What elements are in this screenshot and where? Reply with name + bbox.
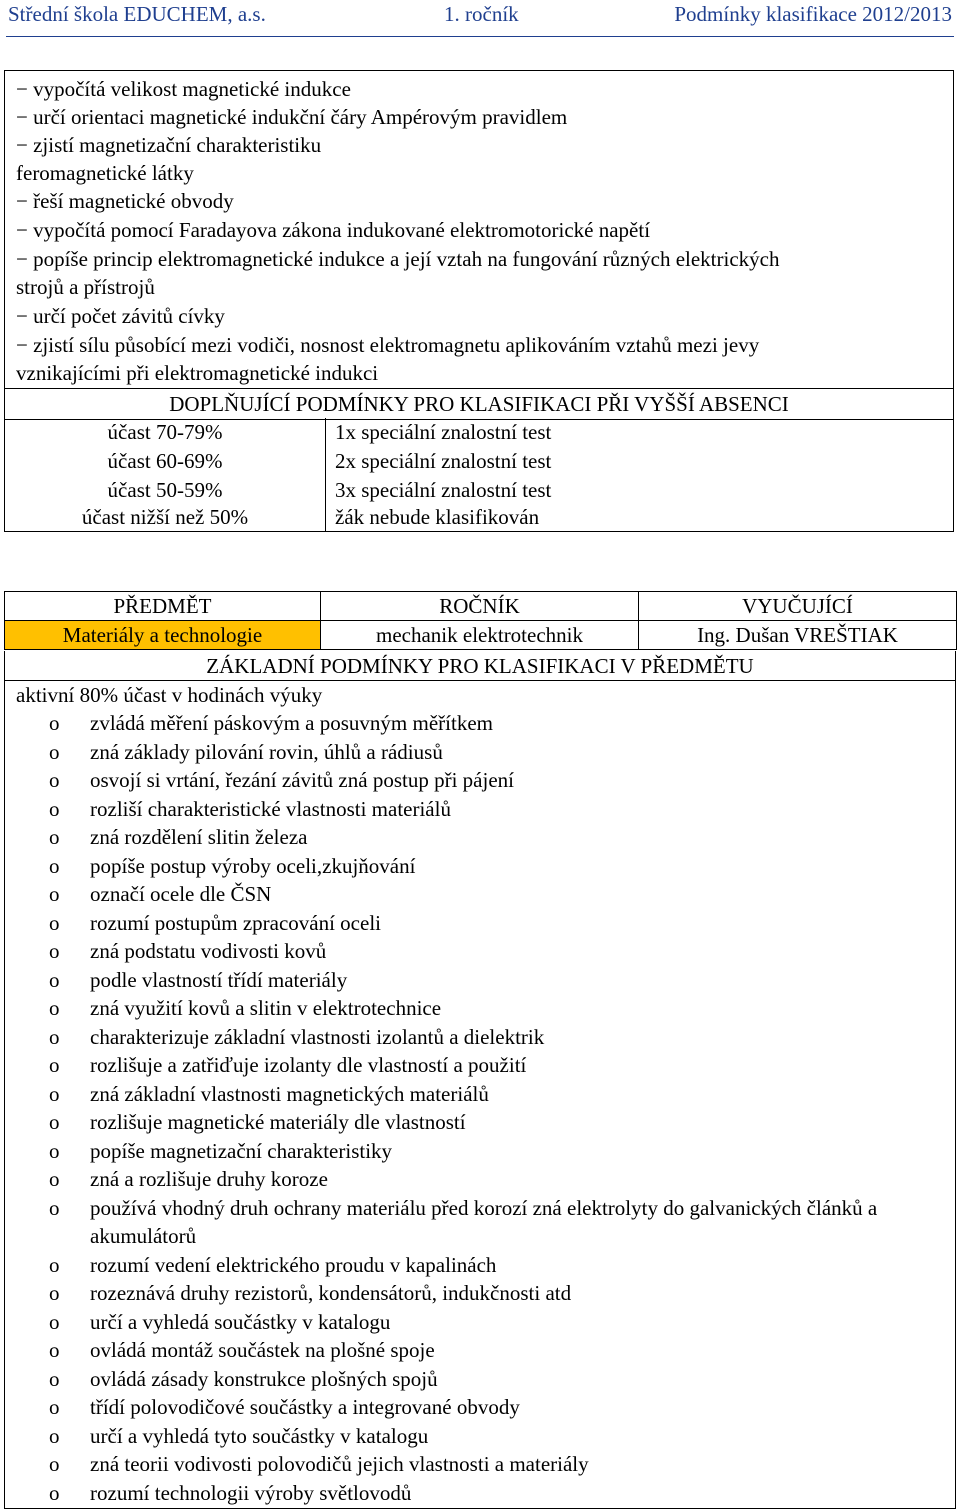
absence-row bbox=[5, 476, 953, 505]
list-item bbox=[5, 1080, 955, 1109]
header-teacher: VYUČUJÍCÍ bbox=[639, 592, 957, 621]
list-item bbox=[5, 1422, 955, 1451]
list-item bbox=[5, 1023, 955, 1052]
bullet-marker: o bbox=[49, 1395, 60, 1419]
header-rule bbox=[6, 36, 954, 37]
list-item-text: osvojí si vrtání, řezání závitů zná postup při pájení bbox=[90, 768, 514, 792]
list-item-text: charakterizuje základní vlastnosti izolantů a dielektrik bbox=[90, 1024, 545, 1049]
bullet-marker: o bbox=[49, 853, 60, 878]
list-item-text: podle vlastností třídí materiály bbox=[90, 967, 348, 992]
bullet-marker: o bbox=[49, 882, 60, 906]
conditions-box bbox=[4, 681, 956, 1509]
list-item-text: ovládá montáž součástek na plošné spoje bbox=[90, 1338, 435, 1362]
list-item bbox=[5, 1308, 955, 1337]
list-item bbox=[5, 795, 955, 824]
absence-row bbox=[5, 503, 953, 532]
bullet-marker: o bbox=[49, 711, 60, 735]
list-item bbox=[5, 966, 955, 995]
list-item-text: určí a vyhledá součástky v katalogu bbox=[90, 1309, 391, 1334]
absence-row bbox=[5, 447, 953, 476]
document-title: Podmínky klasifikace 2012/2013 bbox=[674, 2, 952, 26]
list-item-text: rozumí vedení elektrického proudu v kapalinách bbox=[90, 1252, 497, 1277]
list-item bbox=[5, 738, 955, 767]
list-item bbox=[5, 1365, 955, 1394]
bullet-marker: o bbox=[49, 1252, 60, 1277]
outcome-line: − vypočítá pomocí Faradayova zákona indukované elektromotorické napětí bbox=[16, 218, 651, 242]
outcome-line: − zjistí magnetizační charakteristiku bbox=[16, 133, 322, 157]
absence-title: DOPLŇUJÍCÍ PODMÍNKY PRO KLASIFIKACI PŘI VYŠŠÍ ABSENCI bbox=[5, 388, 953, 420]
header-grade: ROČNÍK bbox=[321, 592, 639, 621]
bullet-marker: o bbox=[49, 825, 60, 849]
list-item-text: zná využití kovů a slitin v elektrotechnice bbox=[90, 996, 442, 1020]
list-item-text: rozliší charakteristické vlastnosti materiálů bbox=[90, 796, 451, 821]
grade-name: mechanik elektrotechnik bbox=[321, 621, 639, 650]
grade-label: 1. ročník bbox=[444, 2, 519, 26]
list-item bbox=[5, 852, 955, 881]
bullet-marker: o bbox=[49, 1452, 60, 1476]
bullet-marker: o bbox=[49, 768, 60, 792]
bullet-marker: o bbox=[49, 967, 60, 992]
list-item-text: rozlišuje magnetické materiály dle vlastností bbox=[90, 1110, 466, 1134]
attendance-range: účast nižší než 50% bbox=[81, 505, 249, 529]
bullet-marker: o bbox=[49, 796, 60, 821]
list-item bbox=[5, 1137, 955, 1166]
list-item bbox=[5, 1393, 955, 1422]
conditions-title: ZÁKLADNÍ PODMÍNKY PRO KLASIFIKACI V PŘEDMĚTU bbox=[4, 651, 956, 681]
list-item bbox=[5, 1251, 955, 1280]
bullet-marker: o bbox=[49, 910, 60, 935]
outcome-line: vznikajícími při elektromagnetické indukci bbox=[16, 361, 379, 385]
requirement: 1x speciální znalostní test bbox=[335, 420, 552, 444]
list-item bbox=[5, 1479, 955, 1508]
list-item bbox=[5, 766, 955, 795]
outcome-line: − určí počet závitů cívky bbox=[16, 304, 225, 328]
list-item-text: určí a vyhledá tyto součástky v katalogu bbox=[90, 1423, 429, 1448]
bullet-marker: o bbox=[49, 1338, 60, 1362]
list-item bbox=[5, 1165, 955, 1194]
subject-table bbox=[4, 591, 957, 650]
header-subject: PŘEDMĚT bbox=[5, 592, 321, 621]
bullet-marker: o bbox=[49, 1024, 60, 1049]
requirement: žák nebude klasifikován bbox=[335, 505, 540, 529]
list-item bbox=[5, 1336, 955, 1365]
list-item-text: zná podstatu vodivosti kovů bbox=[90, 939, 327, 963]
school-name: Střední škola EDUCHEM, a.s. bbox=[8, 2, 266, 26]
list-item bbox=[5, 1108, 955, 1137]
bullet-marker: o bbox=[49, 1167, 60, 1191]
list-item-text: zvládá měření páskovým a posuvným měřítkem bbox=[90, 711, 493, 735]
list-item bbox=[5, 937, 955, 966]
absence-row bbox=[5, 418, 953, 447]
outcome-line: − určí orientaci magnetické indukční čáry Ampérovým pravidlem bbox=[16, 105, 568, 129]
list-item-text: ovládá zásady konstrukce plošných spojů bbox=[90, 1366, 438, 1391]
list-item-text: zná základní vlastnosti magnetických materiálů bbox=[90, 1081, 489, 1106]
outcome-line: − popíše princip elektromagnetické indukce a její vztah na fungování různých elektrických bbox=[16, 247, 780, 271]
list-item-text: rozumí postupům zpracování oceli bbox=[90, 910, 381, 935]
outcome-line: feromagnetické látky bbox=[16, 161, 194, 185]
bullet-marker: o bbox=[49, 1366, 60, 1391]
list-item-text: označí ocele dle ČSN bbox=[90, 882, 272, 906]
attendance-range: účast 70-79% bbox=[107, 420, 223, 444]
requirement: 3x speciální znalostní test bbox=[335, 478, 552, 502]
list-item-text: zná rozdělení slitin železa bbox=[90, 825, 308, 849]
table-row bbox=[5, 621, 957, 650]
list-item-text: popíše postup výroby oceli,zkujňování bbox=[90, 853, 416, 878]
outcome-line: strojů a přístrojů bbox=[16, 275, 155, 299]
teacher-name: Ing. Dušan VREŠTIAK bbox=[639, 621, 957, 650]
bullet-marker: o bbox=[49, 939, 60, 963]
requirement: 2x speciální znalostní test bbox=[335, 449, 552, 473]
list-item bbox=[5, 994, 955, 1023]
bullet-marker: o bbox=[49, 1480, 60, 1505]
bullet-marker: o bbox=[49, 1423, 60, 1448]
bullet-marker: o bbox=[49, 1281, 60, 1305]
table-header-row bbox=[5, 592, 957, 621]
outcome-line: − zjistí sílu působící mezi vodiči, nosnost elektromagnetu aplikováním vztahů mezi jevy bbox=[16, 333, 760, 357]
subject-name: Materiály a technologie bbox=[5, 621, 321, 650]
list-item-text: rozlišuje a zatřiďuje izolanty dle vlastností a použití bbox=[90, 1053, 527, 1077]
attendance-range: účast 60-69% bbox=[107, 449, 223, 473]
bullet-marker: o bbox=[49, 996, 60, 1020]
bullet-marker: o bbox=[49, 1081, 60, 1106]
bullet-marker: o bbox=[49, 1309, 60, 1334]
list-item bbox=[5, 880, 955, 909]
outcome-line: − vypočítá velikost magnetické indukce bbox=[16, 77, 351, 101]
list-item-text: rozumí technologii výroby světlovodů bbox=[90, 1480, 412, 1505]
list-item-text: rozeznává druhy rezistorů, kondensátorů, indukčnosti atd bbox=[90, 1281, 572, 1305]
page-header bbox=[0, 0, 960, 40]
list-item bbox=[5, 1051, 955, 1080]
bullet-marker: o bbox=[49, 1195, 60, 1220]
list-item bbox=[5, 823, 955, 852]
list-item-text: zná a rozlišuje druhy koroze bbox=[90, 1167, 328, 1191]
list-item-text: zná základy pilování rovin, úhlů a rádiusů bbox=[90, 739, 443, 764]
bullet-marker: o bbox=[49, 1138, 60, 1163]
conditions-intro: aktivní 80% účast v hodinách výuky bbox=[16, 683, 323, 707]
list-item bbox=[5, 1279, 955, 1308]
list-item bbox=[5, 1194, 955, 1251]
outcome-line: − řeší magnetické obvody bbox=[16, 189, 234, 213]
conditions-list bbox=[5, 709, 955, 1507]
list-item bbox=[5, 1450, 955, 1479]
attendance-range: účast 50-59% bbox=[107, 478, 223, 502]
list-item-text: používá vhodný druh ochrany materiálu před korozí zná elektrolyty do galvanických článků a akumulátorů bbox=[90, 1195, 878, 1248]
list-item-text: třídí polovodičové součástky a integrované obvody bbox=[90, 1395, 520, 1419]
list-item bbox=[5, 709, 955, 738]
bullet-marker: o bbox=[49, 1053, 60, 1077]
list-item bbox=[5, 909, 955, 938]
list-item-text: popíše magnetizační charakteristiky bbox=[90, 1138, 393, 1163]
outcomes-box bbox=[4, 70, 954, 532]
bullet-marker: o bbox=[49, 1110, 60, 1134]
bullet-marker: o bbox=[49, 739, 60, 764]
list-item-text: zná teorii vodivosti polovodičů jejich vlastnosti a materiály bbox=[90, 1452, 589, 1476]
